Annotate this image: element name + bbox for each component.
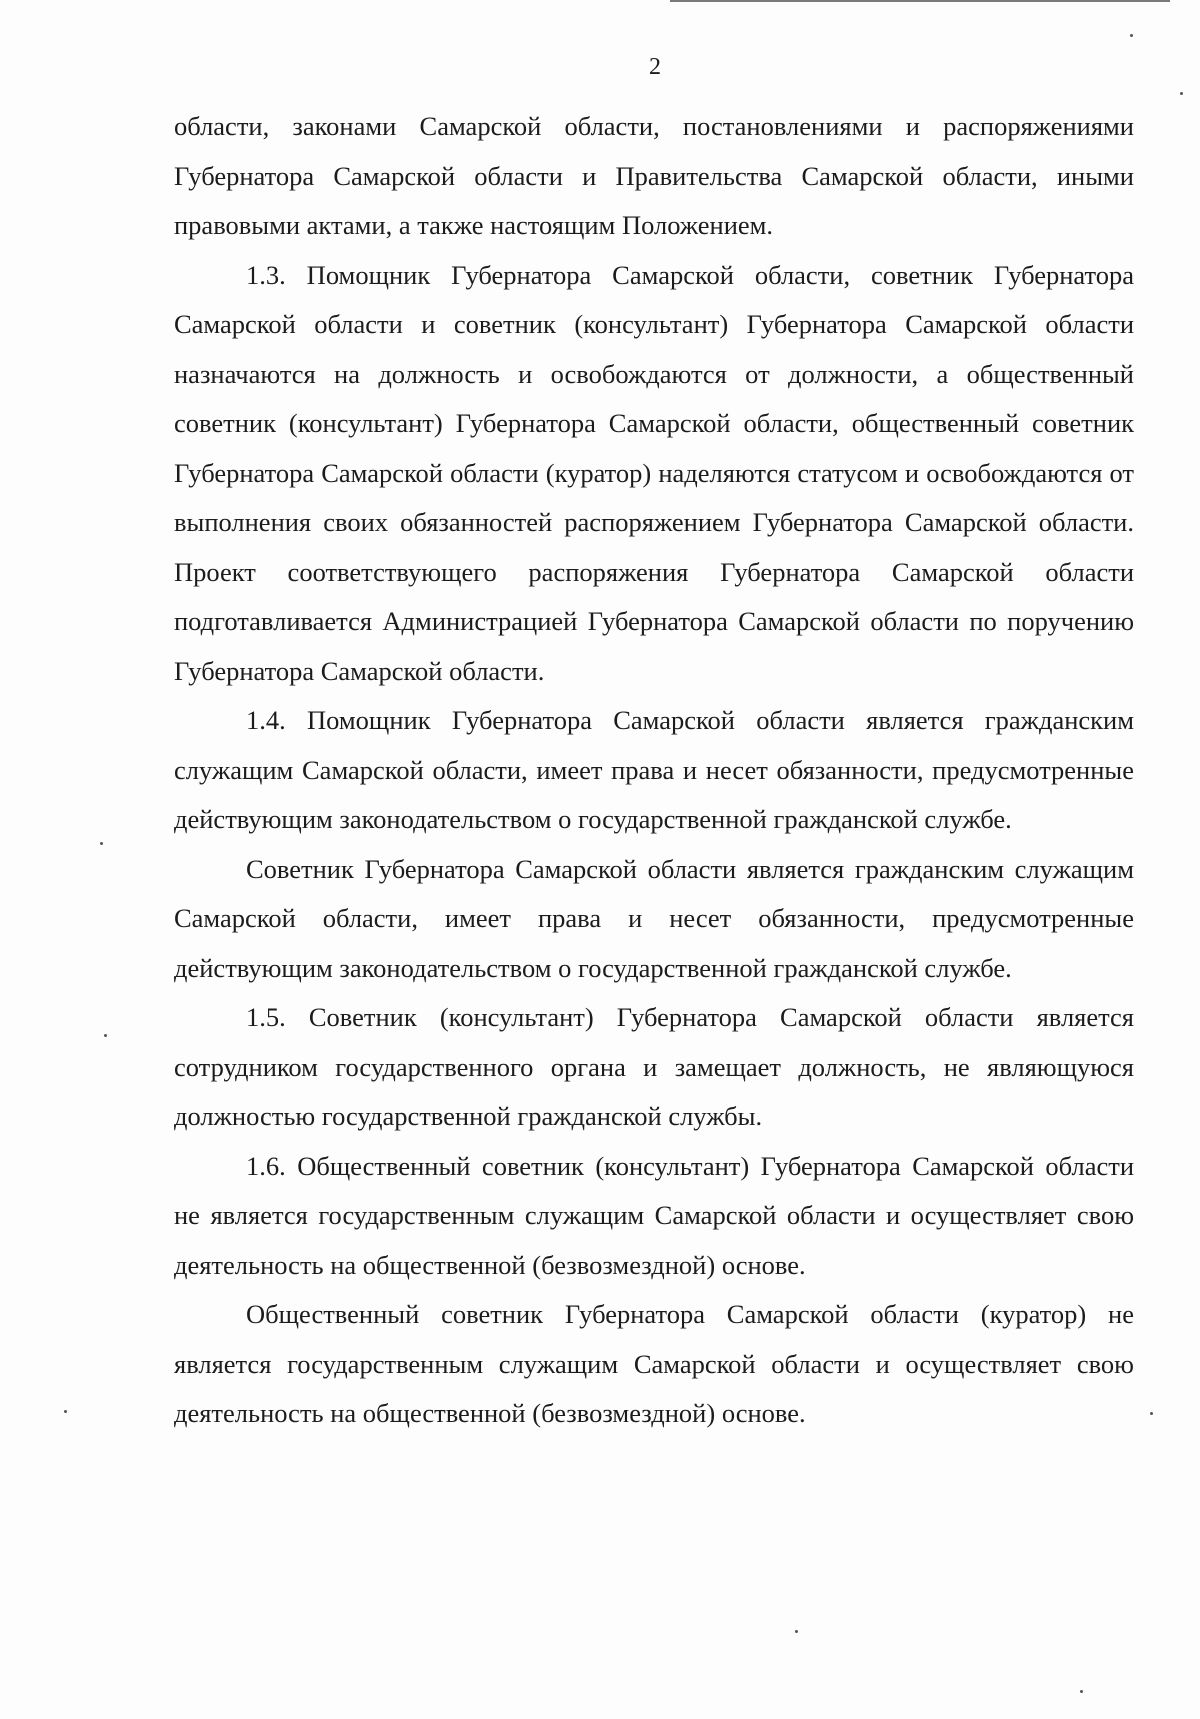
scan-top-edge [670,0,1170,2]
paragraph-1-3: 1.3. Помощник Губернатора Самарской области, советник Губернатора Самарской области и советник (консультант) Губернатора Самарской области назначаются на должность и освобождаются от должности, а общественный советник (консультант) Губернатора Самарской области, общественный советник Губернатора Самарской области (куратор) наделяются статусом и освобождаются от выполнения своих обязанностей распоряжением Губернатора Самарской области. Проект соответствующего распоряжения Губернатора Самарской области подготавливается Администрацией Губернатора Самарской области по поручению Губернатора Самарской области. [174,259,1134,686]
paragraph-1-5: 1.5. Советник (консультант) Губернатора Самарской области является сотрудником государственного органа и замещает должность, не являющуюся должностью государственной гражданской службы. [174,1002,1134,1131]
page-number: 2 [649,54,661,80]
scan-speck [1150,1412,1153,1415]
paragraph-curator: Общественный советник Губернатора Самарской области (куратор) не является государственным служащим Самарской области и осуществляет свою деятельность на общественной (безвозмездной) основе. [174,1299,1134,1428]
paragraph-1: области, законами Самарской области, постановлениями и распоряжениями Губернатора Самарской области и Правительства Самарской области, иными правовыми актами, а также настоящим Положением. [174,111,1134,240]
paragraph-1-6: 1.6. Общественный советник (консультант) Губернатора Самарской области не является государственным служащим Самарской области и осуществляет свою деятельность на общественной (безвозмездной) основе. [174,1150,1134,1280]
paragraph-advisor: Советник Губернатора Самарской области является гражданским служащим Самарской области, имеет права и несет обязанности, предусмотренные действующим законодательством о государственной гражданской службе. [174,853,1134,983]
scan-speck [1180,92,1183,95]
scan-speck [104,1034,107,1037]
scan-speck [1080,1690,1083,1693]
paragraph-1-4: 1.4. Помощник Губернатора Самарской области является гражданским служащим Самарской области, имеет права и несет обязанности, предусмотренные действующим законодательством о государственной гражданской службе. [174,705,1134,834]
document-body [174,102,1134,1439]
scan-speck [1130,34,1133,37]
scan-speck [64,1410,67,1413]
scan-speck [100,842,103,845]
scan-speck [795,1630,798,1633]
